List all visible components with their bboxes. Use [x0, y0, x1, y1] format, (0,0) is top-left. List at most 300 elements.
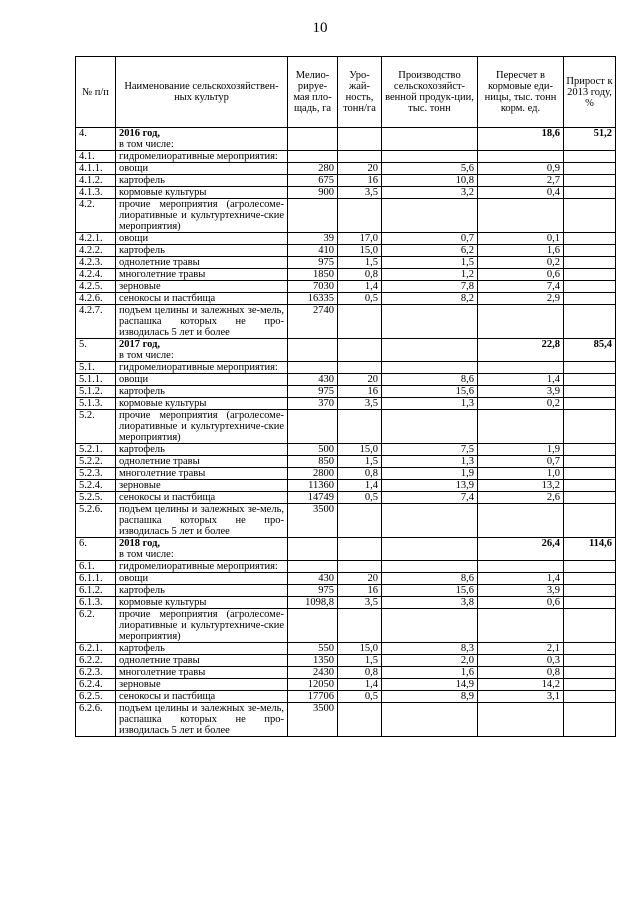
- feed-units-value: 0,2: [478, 257, 564, 269]
- table-row: [76, 339, 616, 362]
- table-row: [76, 374, 616, 386]
- production-value: 6,2: [382, 245, 478, 257]
- col-header-yield: Уро-жай-ность, тонн/га: [338, 57, 382, 128]
- growth-value: 51,2: [564, 128, 616, 151]
- table-row: [76, 175, 616, 187]
- production-value: [382, 305, 478, 339]
- production-value: 10,8: [382, 175, 478, 187]
- year-title: 2017 год,: [119, 339, 161, 350]
- table-row: [76, 456, 616, 468]
- area-value: 2740: [288, 305, 338, 339]
- table-row: [76, 410, 616, 444]
- growth-value: [564, 573, 616, 585]
- yield-value: 0,8: [338, 468, 382, 480]
- row-number: 6.1.3.: [76, 597, 116, 609]
- production-value: 1,3: [382, 398, 478, 410]
- feed-units-value: 2,7: [478, 175, 564, 187]
- yield-value: 0,8: [338, 667, 382, 679]
- row-number: 6.1.: [76, 561, 116, 573]
- feed-units-value: 0,9: [478, 163, 564, 175]
- yield-value: 3,5: [338, 187, 382, 199]
- area-value: [288, 538, 338, 561]
- area-value: [288, 199, 338, 233]
- row-number: 5.2.1.: [76, 444, 116, 456]
- production-value: 1,2: [382, 269, 478, 281]
- yield-value: [338, 128, 382, 151]
- yield-value: 16: [338, 386, 382, 398]
- feed-units-value: 3,1: [478, 691, 564, 703]
- yield-value: [338, 151, 382, 163]
- crop-name: зерновые: [116, 281, 288, 293]
- row-number: 4.2.3.: [76, 257, 116, 269]
- feed-units-value: 2,6: [478, 492, 564, 504]
- growth-value: [564, 655, 616, 667]
- yield-value: [338, 538, 382, 561]
- production-value: 2,0: [382, 655, 478, 667]
- area-value: [288, 128, 338, 151]
- crop-name: картофель: [116, 643, 288, 655]
- feed-units-value: 0,6: [478, 597, 564, 609]
- yield-value: 0,5: [338, 492, 382, 504]
- area-value: [288, 410, 338, 444]
- production-value: 14,9: [382, 679, 478, 691]
- production-value: [382, 151, 478, 163]
- area-value: 975: [288, 386, 338, 398]
- area-value: [288, 609, 338, 643]
- yield-value: [338, 199, 382, 233]
- area-value: 1350: [288, 655, 338, 667]
- area-value: 550: [288, 643, 338, 655]
- crop-name: овощи: [116, 573, 288, 585]
- growth-value: [564, 585, 616, 597]
- growth-value: [564, 362, 616, 374]
- crop-name: зерновые: [116, 679, 288, 691]
- production-value: 1,3: [382, 456, 478, 468]
- growth-value: [564, 597, 616, 609]
- crop-name: сенокосы и пастбища: [116, 492, 288, 504]
- crop-name: гидромелиоративные мероприятия:: [116, 362, 288, 374]
- growth-value: [564, 233, 616, 245]
- growth-value: [564, 456, 616, 468]
- production-value: [382, 339, 478, 362]
- row-number: 4.2.5.: [76, 281, 116, 293]
- yield-value: 20: [338, 374, 382, 386]
- row-number: 4.1.2.: [76, 175, 116, 187]
- row-number: 5.: [76, 339, 116, 362]
- crop-name: картофель: [116, 444, 288, 456]
- crop-name: картофель: [116, 386, 288, 398]
- including-label: в том числе:: [119, 139, 174, 150]
- crop-name: [116, 339, 288, 362]
- crop-name: прочие мероприятия (агролесоме-лиоративные и культуртехниче-ские мероприятия): [116, 199, 288, 233]
- growth-value: [564, 703, 616, 737]
- crop-name: гидромелиоративные мероприятия:: [116, 151, 288, 163]
- feed-units-value: 14,2: [478, 679, 564, 691]
- area-value: 11360: [288, 480, 338, 492]
- area-value: 17706: [288, 691, 338, 703]
- area-value: 410: [288, 245, 338, 257]
- feed-units-value: 26,4: [478, 538, 564, 561]
- table-row: [76, 573, 616, 585]
- production-value: 7,4: [382, 492, 478, 504]
- yield-value: 0,5: [338, 293, 382, 305]
- crop-name: сенокосы и пастбища: [116, 691, 288, 703]
- area-value: 39: [288, 233, 338, 245]
- yield-value: 1,5: [338, 655, 382, 667]
- yield-value: [338, 410, 382, 444]
- feed-units-value: 0,4: [478, 187, 564, 199]
- including-label: в том числе:: [119, 350, 174, 361]
- production-value: [382, 703, 478, 737]
- row-number: 4.2.: [76, 199, 116, 233]
- row-number: 5.1.1.: [76, 374, 116, 386]
- feed-units-value: [478, 151, 564, 163]
- area-value: 3500: [288, 703, 338, 737]
- crop-table: [75, 56, 616, 737]
- crop-name: многолетние травы: [116, 269, 288, 281]
- row-number: 4.1.: [76, 151, 116, 163]
- feed-units-value: 1,4: [478, 573, 564, 585]
- year-title: 2018 год,: [119, 538, 161, 549]
- production-value: 1,9: [382, 468, 478, 480]
- table-row: [76, 538, 616, 561]
- row-number: 5.2.2.: [76, 456, 116, 468]
- feed-units-value: 2,9: [478, 293, 564, 305]
- row-number: 6.2.6.: [76, 703, 116, 737]
- yield-value: 3,5: [338, 398, 382, 410]
- crop-name: гидромелиоративные мероприятия:: [116, 561, 288, 573]
- feed-units-value: 3,9: [478, 585, 564, 597]
- row-number: 5.2.6.: [76, 504, 116, 538]
- table-row: [76, 151, 616, 163]
- crop-name: [116, 128, 288, 151]
- growth-value: [564, 643, 616, 655]
- area-value: [288, 339, 338, 362]
- yield-value: [338, 609, 382, 643]
- table-row: [76, 504, 616, 538]
- production-value: [382, 504, 478, 538]
- col-header-area: Мелио-рируе-мая пло-щадь, га: [288, 57, 338, 128]
- area-value: 975: [288, 257, 338, 269]
- production-value: [382, 128, 478, 151]
- growth-value: [564, 187, 616, 199]
- col-header-growth: Прирост к 2013 году, %: [564, 57, 616, 128]
- crop-name: подъем целины и залежных зе-мель, распашка которых не про-изводилась 5 лет и более: [116, 504, 288, 538]
- feed-units-value: [478, 199, 564, 233]
- row-number: 5.1.2.: [76, 386, 116, 398]
- feed-units-value: [478, 609, 564, 643]
- production-value: 8,9: [382, 691, 478, 703]
- row-number: 4.2.7.: [76, 305, 116, 339]
- feed-units-value: 1,0: [478, 468, 564, 480]
- production-value: [382, 410, 478, 444]
- growth-value: [564, 245, 616, 257]
- table-row: [76, 444, 616, 456]
- row-number: 5.1.: [76, 362, 116, 374]
- yield-value: 17,0: [338, 233, 382, 245]
- yield-value: 1,4: [338, 679, 382, 691]
- row-number: 4.2.4.: [76, 269, 116, 281]
- yield-value: 15,0: [338, 643, 382, 655]
- crop-name: однолетние травы: [116, 655, 288, 667]
- feed-units-value: [478, 561, 564, 573]
- yield-value: 20: [338, 163, 382, 175]
- growth-value: [564, 679, 616, 691]
- row-number: 4.: [76, 128, 116, 151]
- yield-value: 15,0: [338, 444, 382, 456]
- table-row: [76, 398, 616, 410]
- row-number: 4.2.1.: [76, 233, 116, 245]
- table-row: [76, 597, 616, 609]
- table-row: [76, 643, 616, 655]
- row-number: 6.: [76, 538, 116, 561]
- growth-value: [564, 293, 616, 305]
- growth-value: [564, 175, 616, 187]
- production-value: [382, 609, 478, 643]
- table-row: [76, 245, 616, 257]
- yield-value: 16: [338, 175, 382, 187]
- production-value: 3,2: [382, 187, 478, 199]
- feed-units-value: 1,4: [478, 374, 564, 386]
- production-value: 8,6: [382, 374, 478, 386]
- yield-value: 1,5: [338, 456, 382, 468]
- crop-name: овощи: [116, 233, 288, 245]
- production-value: 15,6: [382, 585, 478, 597]
- table-row: [76, 655, 616, 667]
- table-row: [76, 585, 616, 597]
- table-row: [76, 257, 616, 269]
- table-row: [76, 679, 616, 691]
- area-value: 850: [288, 456, 338, 468]
- feed-units-value: 1,9: [478, 444, 564, 456]
- yield-value: 1,5: [338, 257, 382, 269]
- area-value: 12050: [288, 679, 338, 691]
- area-value: [288, 362, 338, 374]
- crop-name: кормовые культуры: [116, 398, 288, 410]
- feed-units-value: 2,1: [478, 643, 564, 655]
- feed-units-value: 18,6: [478, 128, 564, 151]
- yield-value: 0,8: [338, 269, 382, 281]
- crop-name: картофель: [116, 245, 288, 257]
- crop-name: многолетние травы: [116, 468, 288, 480]
- area-value: 14749: [288, 492, 338, 504]
- crop-name: кормовые культуры: [116, 597, 288, 609]
- growth-value: [564, 163, 616, 175]
- table-row: [76, 163, 616, 175]
- growth-value: [564, 151, 616, 163]
- crop-name: подъем целины и залежных зе-мель, распашка которых не про-изводилась 5 лет и более: [116, 703, 288, 737]
- feed-units-value: [478, 504, 564, 538]
- col-header-name: Наименование сельскохозяйствен-ных культур: [116, 57, 288, 128]
- feed-units-value: 0,7: [478, 456, 564, 468]
- row-number: 6.2.: [76, 609, 116, 643]
- production-value: 15,6: [382, 386, 478, 398]
- row-number: 6.2.3.: [76, 667, 116, 679]
- production-value: 8,6: [382, 573, 478, 585]
- production-value: [382, 538, 478, 561]
- growth-value: [564, 257, 616, 269]
- area-value: 16335: [288, 293, 338, 305]
- growth-value: [564, 561, 616, 573]
- growth-value: [564, 398, 616, 410]
- production-value: 0,7: [382, 233, 478, 245]
- growth-value: [564, 269, 616, 281]
- growth-value: [564, 386, 616, 398]
- area-value: 7030: [288, 281, 338, 293]
- yield-value: [338, 703, 382, 737]
- yield-value: 20: [338, 573, 382, 585]
- production-value: 7,5: [382, 444, 478, 456]
- row-number: 6.2.4.: [76, 679, 116, 691]
- table-row: [76, 187, 616, 199]
- year-title: 2016 год,: [119, 128, 161, 139]
- including-label: в том числе:: [119, 549, 174, 560]
- growth-value: [564, 480, 616, 492]
- crop-name: многолетние травы: [116, 667, 288, 679]
- col-header-production: Производство сельскохозяйст-венной продук-ции, тыс. тонн: [382, 57, 478, 128]
- growth-value: [564, 504, 616, 538]
- feed-units-value: [478, 703, 564, 737]
- production-value: 1,5: [382, 257, 478, 269]
- table-row: [76, 667, 616, 679]
- area-value: 280: [288, 163, 338, 175]
- row-number: 4.1.3.: [76, 187, 116, 199]
- yield-value: [338, 305, 382, 339]
- production-value: 8,3: [382, 643, 478, 655]
- area-value: 675: [288, 175, 338, 187]
- area-value: 430: [288, 573, 338, 585]
- growth-value: [564, 444, 616, 456]
- yield-value: [338, 504, 382, 538]
- growth-value: [564, 609, 616, 643]
- crop-name: овощи: [116, 374, 288, 386]
- table-row: [76, 199, 616, 233]
- col-header-feed-units: Пересчет в кормовые еди-ницы, тыс. тонн корм. ед.: [478, 57, 564, 128]
- area-value: 3500: [288, 504, 338, 538]
- table-row: [76, 362, 616, 374]
- row-number: 5.2.5.: [76, 492, 116, 504]
- area-value: [288, 151, 338, 163]
- page-number: 10: [312, 20, 328, 36]
- crop-name: кормовые культуры: [116, 187, 288, 199]
- growth-value: [564, 691, 616, 703]
- table-row: [76, 293, 616, 305]
- row-number: 4.2.6.: [76, 293, 116, 305]
- crop-name: сенокосы и пастбища: [116, 293, 288, 305]
- table-row: [76, 609, 616, 643]
- growth-value: 85,4: [564, 339, 616, 362]
- production-value: 13,9: [382, 480, 478, 492]
- crop-name: картофель: [116, 175, 288, 187]
- crop-name: однолетние травы: [116, 257, 288, 269]
- growth-value: [564, 667, 616, 679]
- feed-units-value: 0,2: [478, 398, 564, 410]
- production-value: [382, 199, 478, 233]
- row-number: 6.1.1.: [76, 573, 116, 585]
- table-row: [76, 269, 616, 281]
- row-number: 5.1.3.: [76, 398, 116, 410]
- crop-name: овощи: [116, 163, 288, 175]
- yield-value: 15,0: [338, 245, 382, 257]
- row-number: 6.2.2.: [76, 655, 116, 667]
- table-row: [76, 281, 616, 293]
- yield-value: 1,4: [338, 281, 382, 293]
- table-row: [76, 691, 616, 703]
- row-number: 6.1.2.: [76, 585, 116, 597]
- area-value: 900: [288, 187, 338, 199]
- table-body: [76, 128, 616, 737]
- growth-value: 114,6: [564, 538, 616, 561]
- yield-value: 16: [338, 585, 382, 597]
- row-number: 5.2.3.: [76, 468, 116, 480]
- feed-units-value: [478, 410, 564, 444]
- area-value: 2430: [288, 667, 338, 679]
- yield-value: 0,5: [338, 691, 382, 703]
- area-value: 500: [288, 444, 338, 456]
- production-value: 7,8: [382, 281, 478, 293]
- growth-value: [564, 492, 616, 504]
- area-value: 975: [288, 585, 338, 597]
- production-value: [382, 362, 478, 374]
- crop-name: однолетние травы: [116, 456, 288, 468]
- crop-name: прочие мероприятия (агролесоме-лиоративные и культуртехниче-ские мероприятия): [116, 609, 288, 643]
- feed-units-value: 7,4: [478, 281, 564, 293]
- table-row: [76, 703, 616, 737]
- yield-value: [338, 561, 382, 573]
- table-row: [76, 386, 616, 398]
- growth-value: [564, 374, 616, 386]
- table-row: [76, 233, 616, 245]
- row-number: 5.2.: [76, 410, 116, 444]
- yield-value: 3,5: [338, 597, 382, 609]
- yield-value: 1,4: [338, 480, 382, 492]
- area-value: 1850: [288, 269, 338, 281]
- crop-name: подъем целины и залежных зе-мель, распашка которых не про-изводилась 5 лет и более: [116, 305, 288, 339]
- table-row: [76, 128, 616, 151]
- production-value: 8,2: [382, 293, 478, 305]
- yield-value: [338, 362, 382, 374]
- growth-value: [564, 468, 616, 480]
- feed-units-value: 0,1: [478, 233, 564, 245]
- crop-name: картофель: [116, 585, 288, 597]
- production-value: [382, 561, 478, 573]
- feed-units-value: [478, 305, 564, 339]
- crop-name: прочие мероприятия (агролесоме-лиоративные и культуртехниче-ские мероприятия): [116, 410, 288, 444]
- growth-value: [564, 305, 616, 339]
- feed-units-value: 0,6: [478, 269, 564, 281]
- feed-units-value: 0,8: [478, 667, 564, 679]
- area-value: 1098,8: [288, 597, 338, 609]
- feed-units-value: 0,3: [478, 655, 564, 667]
- yield-value: [338, 339, 382, 362]
- area-value: 2800: [288, 468, 338, 480]
- row-number: 6.2.1.: [76, 643, 116, 655]
- row-number: 6.2.5.: [76, 691, 116, 703]
- production-value: 5,6: [382, 163, 478, 175]
- crop-name: [116, 538, 288, 561]
- table-row: [76, 561, 616, 573]
- table-row: [76, 305, 616, 339]
- production-value: 3,8: [382, 597, 478, 609]
- table-row: [76, 480, 616, 492]
- row-number: 5.2.4.: [76, 480, 116, 492]
- production-value: 1,6: [382, 667, 478, 679]
- col-header-no: № п/п: [76, 57, 116, 128]
- feed-units-value: [478, 362, 564, 374]
- feed-units-value: 13,2: [478, 480, 564, 492]
- header-row: [76, 57, 616, 128]
- crop-name: зерновые: [116, 480, 288, 492]
